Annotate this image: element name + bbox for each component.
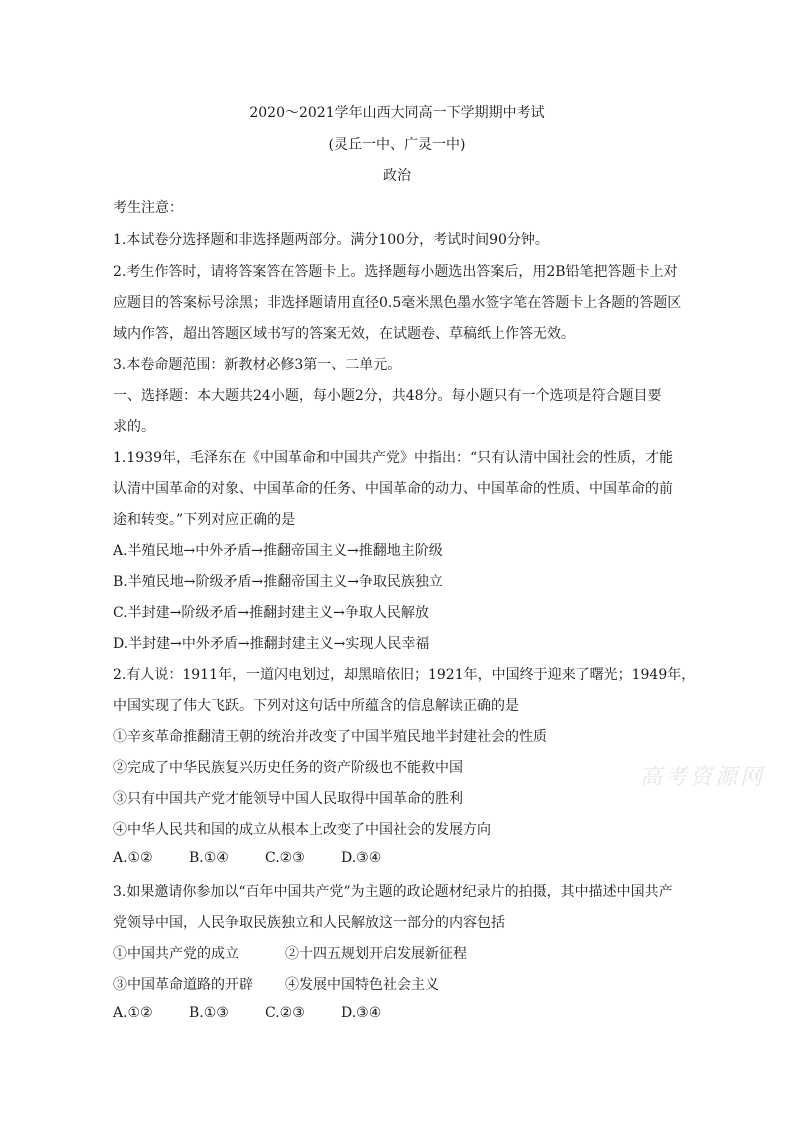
exam-subject: 政治 xyxy=(383,168,411,184)
q3-statement-4: ④发展中国特色社会主义 xyxy=(285,977,439,993)
notice-item-2-line-2: 应题目的答案标号涂黑；非选择题请用直径0.5毫米黑色墨水签字笔在答题卡上各题的答题区 xyxy=(113,295,682,311)
q3-option-d: D.③④ xyxy=(341,1005,382,1021)
q2-statement-1: ①辛亥革命推翻清王朝的统治并改变了中国半殖民地半封建社会的性质 xyxy=(113,729,547,745)
q1-option-b: B.半殖民地→阶级矛盾→推翻帝国主义→争取民族独立 xyxy=(113,574,443,590)
q2-statement-2: ②完成了中华民族复兴历史任务的资产阶级也不能救中国 xyxy=(113,760,463,776)
q1-stem-line-3: 途和转变。”下列对应正确的是 xyxy=(113,512,296,528)
q2-stem-line-1: 2.有人说：1911年，一道闪电划过，却黑暗依旧；1921年，中国终于迎来了曙光；1949年， xyxy=(113,667,696,683)
exam-subtitle: (灵丘一中、广灵一中) xyxy=(328,137,466,153)
q3-statement-2: ②十四五规划开启发展新征程 xyxy=(285,946,467,962)
q2-option-b: B.①④ xyxy=(189,850,229,866)
notice-item-1: 1.本试卷分选择题和非选择题两部分。满分100分，考试时间90分钟。 xyxy=(113,232,549,248)
q2-statement-4: ④中华人民共和国的成立从根本上改变了中国社会的发展方向 xyxy=(113,822,491,838)
section-1-heading-cont: 求的。 xyxy=(113,419,155,435)
q3-stem-line-1: 3.如果邀请你参加以“百年中国共产党”为主题的政论题材纪录片的拍摄，其中描述中国共产 xyxy=(113,884,673,900)
notice-item-2-line-3: 域内作答，超出答题区域书写的答案无效，在试题卷、草稿纸上作答无效。 xyxy=(113,326,575,342)
q1-stem-line-1: 1.1939年，毛泽东在《中国革命和中国共产党》中指出：“只有认清中国社会的性质，才能 xyxy=(113,450,674,466)
q1-option-a: A.半殖民地→中外矛盾→推翻帝国主义→推翻地主阶级 xyxy=(113,543,443,559)
q3-options xyxy=(113,1005,381,1021)
notice-item-2-line-1: 2.考生作答时，请将答案答在答题卡上。选择题每小题选出答案后，用2B铅笔把答题卡上对 xyxy=(113,264,678,280)
q2-statement-3: ③只有中国共产党才能领导中国人民取得中国革命的胜利 xyxy=(113,791,463,807)
notice-item-3: 3.本卷命题范围：新教材必修3第一、二单元。 xyxy=(113,357,402,373)
q3-option-c: C.②③ xyxy=(265,1005,305,1021)
q1-option-d: D.半封建→中外矛盾→推翻封建主义→实现人民幸福 xyxy=(113,636,430,652)
q3-statements-row-2 xyxy=(113,974,439,994)
notice-heading: 考生注意： xyxy=(113,200,183,216)
q1-option-c: C.半封建→阶级矛盾→推翻封建主义→争取人民解放 xyxy=(113,605,429,621)
q3-option-a: A.①② xyxy=(113,1005,153,1021)
q2-options xyxy=(113,850,381,866)
q3-option-b: B.①③ xyxy=(189,1005,229,1021)
q3-statement-3: ③中国革命道路的开辟 xyxy=(113,977,253,993)
exam-title: 2020～2021学年山西大同高一下学期期中考试 xyxy=(249,105,545,121)
q3-statements-row-1 xyxy=(113,943,467,963)
q1-stem-line-2: 认清中国革命的对象、中国革命的任务、中国革命的动力、中国革命的性质、中国革命的前 xyxy=(113,481,673,497)
q2-option-c: C.②③ xyxy=(265,850,305,866)
watermark: 高考资源网 xyxy=(640,765,766,790)
q2-option-d: D.③④ xyxy=(341,850,382,866)
q3-stem-line-2: 党领导中国，人民争取民族独立和人民解放这一部分的内容包括 xyxy=(113,915,505,931)
section-1-heading: 一、选择题：本大题共24小题，每小题2分，共48分。每小题只有一个选项是符合题目要 xyxy=(113,388,662,404)
q2-option-a: A.①② xyxy=(113,850,153,866)
q2-stem-line-2: 中国实现了伟大飞跃。下列对这句话中所蕴含的信息解读正确的是 xyxy=(113,698,519,714)
q3-statement-1: ①中国共产党的成立 xyxy=(113,946,239,962)
